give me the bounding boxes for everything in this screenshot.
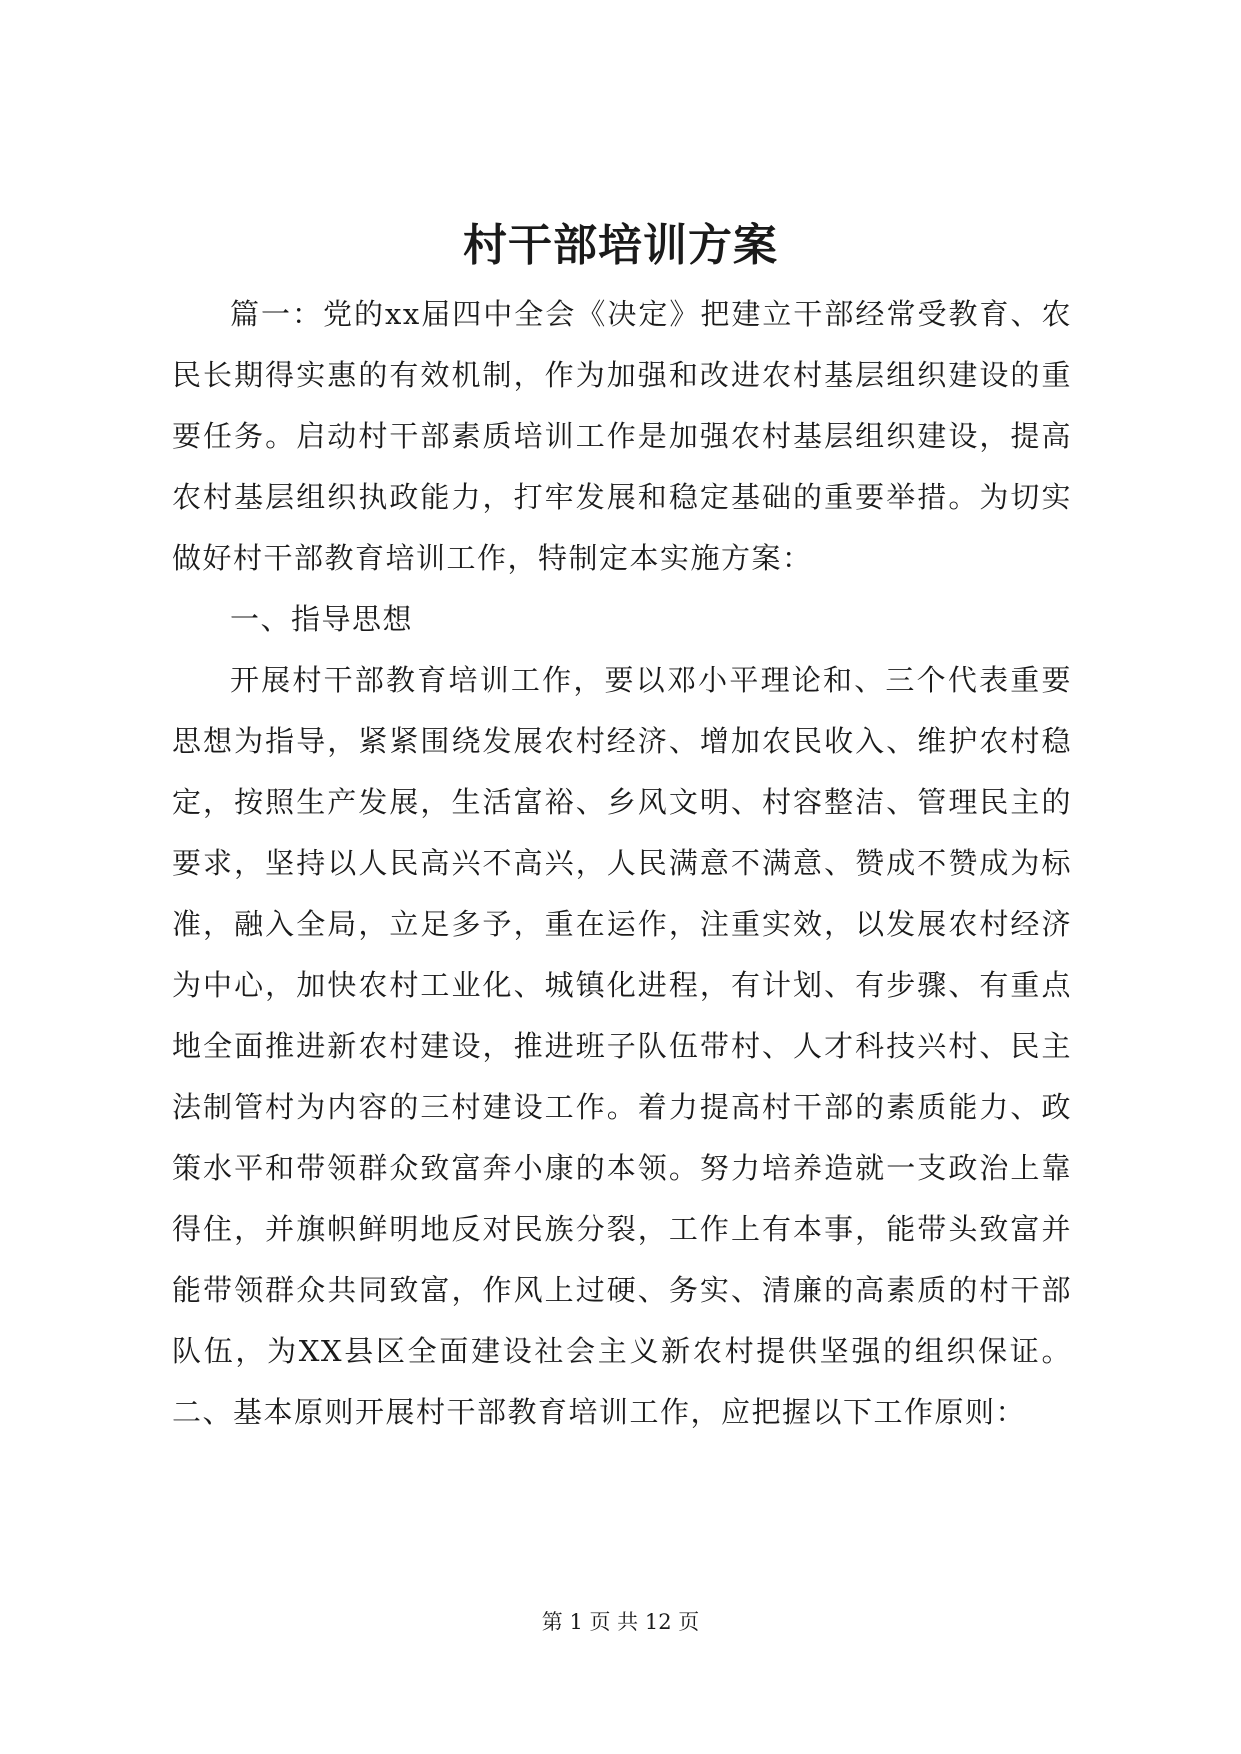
intro-paragraph: 篇一：党的xx届四中全会《决定》把建立干部经常受教育、农民长期得实惠的有效机制，作为加强和改进农村基层组织建设的重要任务。启动村干部素质培训工作是加强农村基层组织建设，提高农村基层组织执政能力，打牢发展和稳定基础的重要举措。为切实做好村干部教育培训工作，特制定本实施方案： bbox=[172, 297, 1072, 575]
document-title: 村干部培训方案 bbox=[463, 220, 778, 271]
page-number-footer: 第 1 页 共 12 页 bbox=[541, 1610, 700, 1634]
guiding-ideology-paragraph: 开展村干部教育培训工作，要以邓小平理论和、三个代表重要思想为指导，紧紧围绕发展农村经济、增加农民收入、维护农村稳定，按照生产发展，生活富裕、乡风文明、村容整洁、管理民主的要求，坚持以人民高兴不高兴，人民满意不满意、赞成不赞成为标准，融入全局，立足多予，重在运作，注重实效，以发展农村经济为中心，加快农村工业化、城镇化进程，有计划、有步骤、有重点地全面推进新农村建设，推进班子队伍带村、人才科技兴村、民主法制管村为内容的三村建设工作。着力提高村干部的素质能力、政策水平和带领群众致富奔小康的本领。努力培养造就一支政治上靠得住，并旗帜鲜明地反对民族分裂，工作上有本事，能带头致富并能带领群众共同致富，作风上过硬、务实、清廉的高素质的村干部队伍，为XX县区全面建设社会主义新农村提供坚强的组织保证。二、基本原则开展村干部教育培训工作，应把握以下工作原则： bbox=[172, 663, 1072, 1429]
document-body bbox=[172, 284, 1072, 1443]
section-heading-guiding-ideology: 一、指导思想 bbox=[230, 602, 414, 636]
